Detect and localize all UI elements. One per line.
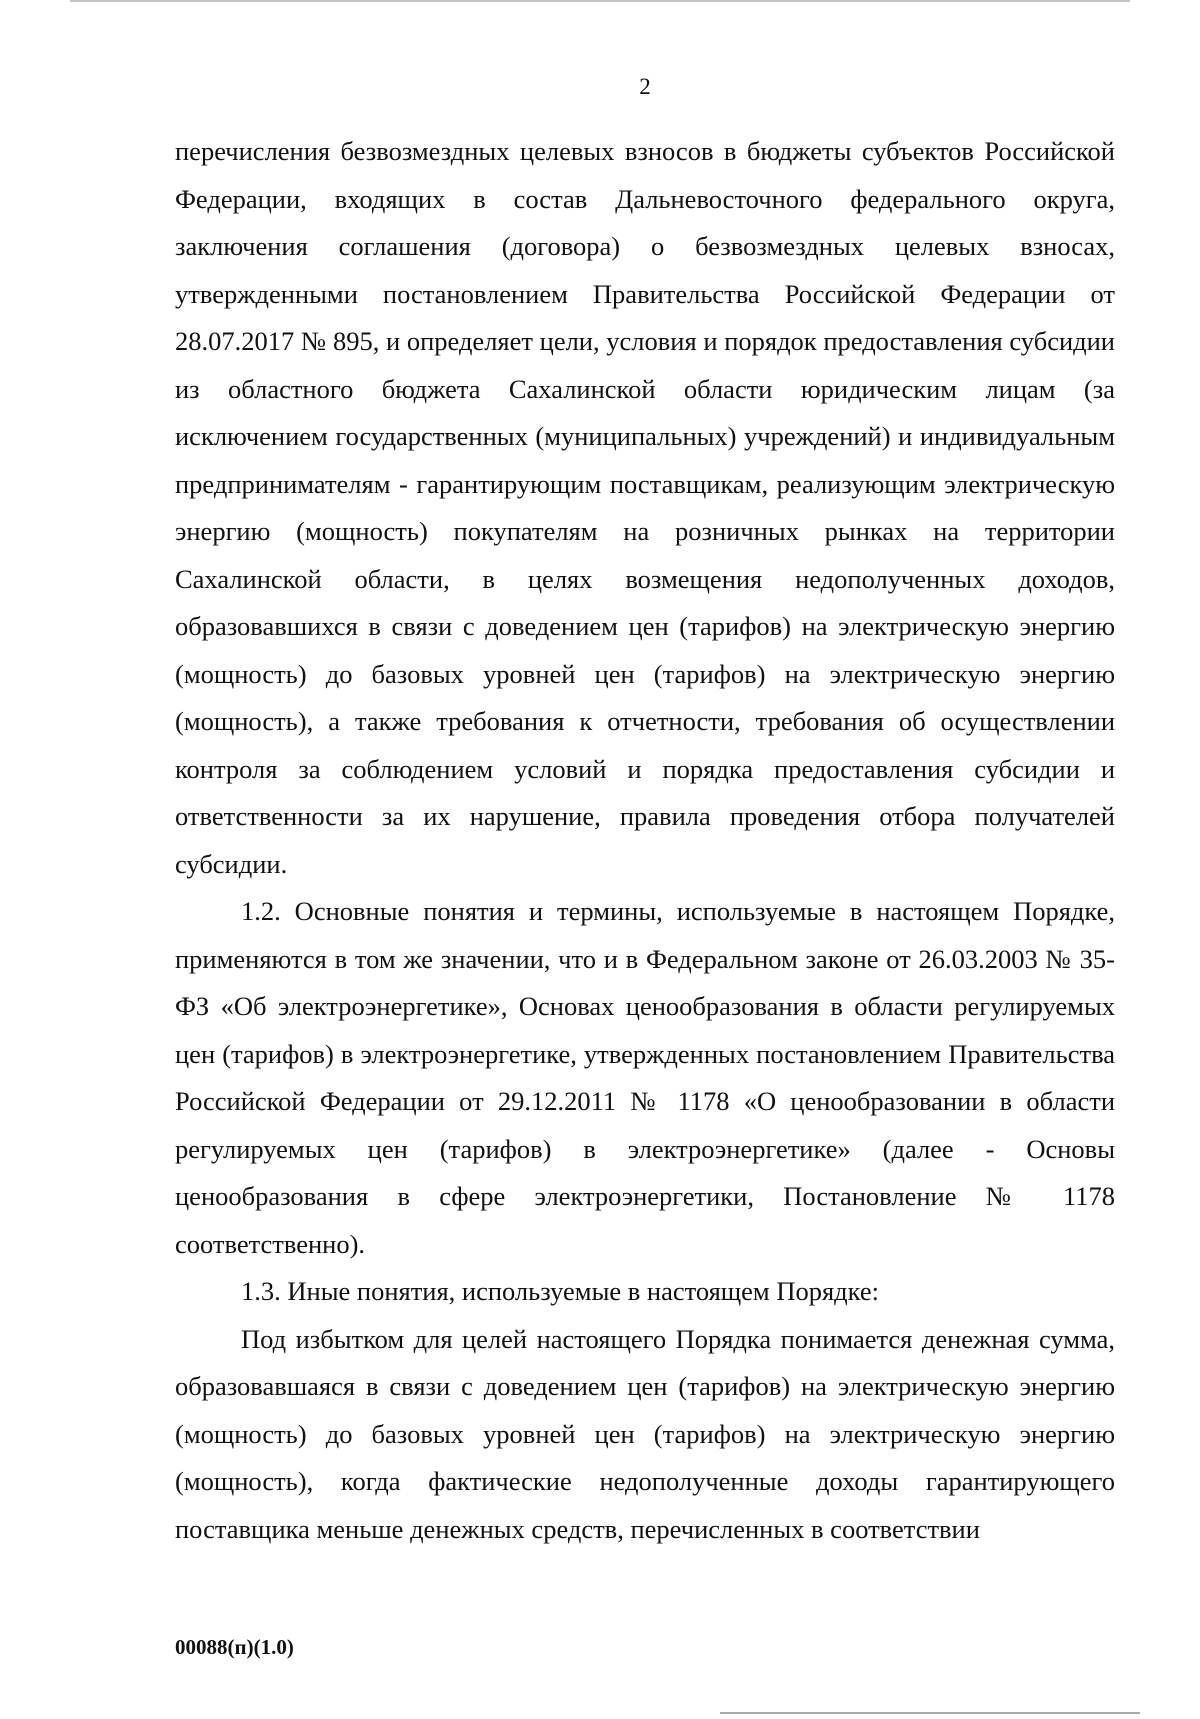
- document-body: [175, 128, 1115, 1553]
- page-number: 2: [639, 74, 651, 99]
- document-code: 00088(п)(1.0): [175, 1635, 294, 1659]
- paragraph-continuation: перечисления безвозмездных целевых взносов в бюджеты субъектов Российской Федерации, входящих в состав Дальневосточного федерального округа, заключения соглашения (договора) о безвозмездных целевых взносах, утвержденными постановлением Правительства Российской Федерации от 28.07.2017 № 895, и определяет цели, условия и порядок предоставления субсидии из областного бюджета Сахалинской области юридическим лицам (за исключением государственных (муниципальных) учреждений) и индивидуальным предпринимателям - гарантирующим поставщикам, реализующим электрическую энергию (мощность) покупателям на розничных рынках на территории Сахалинской области, в целях возмещения недополученных доходов, образовавшихся в связи с доведением цен (тарифов) на электрическую энергию (мощность) до базовых уровней цен (тарифов) на электрическую энергию (мощность), а также требования к отчетности, требования об осуществлении контроля за соблюдением условий и порядка предоставления субсидии и ответственности за их нарушение, правила проведения отбора получателей субсидии.: [175, 136, 1115, 879]
- paragraph-1-2: 1.2. Основные понятия и термины, используемые в настоящем Порядке, применяются в том же значении, что и в Федеральном законе от 26.03.2003 № 35-ФЗ «Об электроэнергетике», Основах ценообразования в области регулируемых цен (тарифов) в электроэнергетике, утвержденных постановлением Правительства Российской Федерации от 29.12.2011 № 1178 «О ценообразовании в области регулируемых цен (тарифов) в электроэнергетике» (далее - Основы ценообразования в сфере электроэнергетики, Постановление № 1178 соответственно).: [175, 896, 1115, 1259]
- paragraph-1-3: 1.3. Иные понятия, используемые в настоящем Порядке:: [241, 1276, 879, 1306]
- paragraph-surplus-definition: Под избытком для целей настоящего Порядка понимается денежная сумма, образовавшаяся в связи с доведением цен (тарифов) на электрическую энергию (мощность) до базовых уровней цен (тарифов) на электрическую энергию (мощность), когда фактические недополученные доходы гарантирующего поставщика меньше денежных средств, перечисленных в соответствии: [175, 1323, 1115, 1544]
- scan-edge-bottom: [720, 1712, 1140, 1714]
- scan-edge-top: [70, 0, 1130, 2]
